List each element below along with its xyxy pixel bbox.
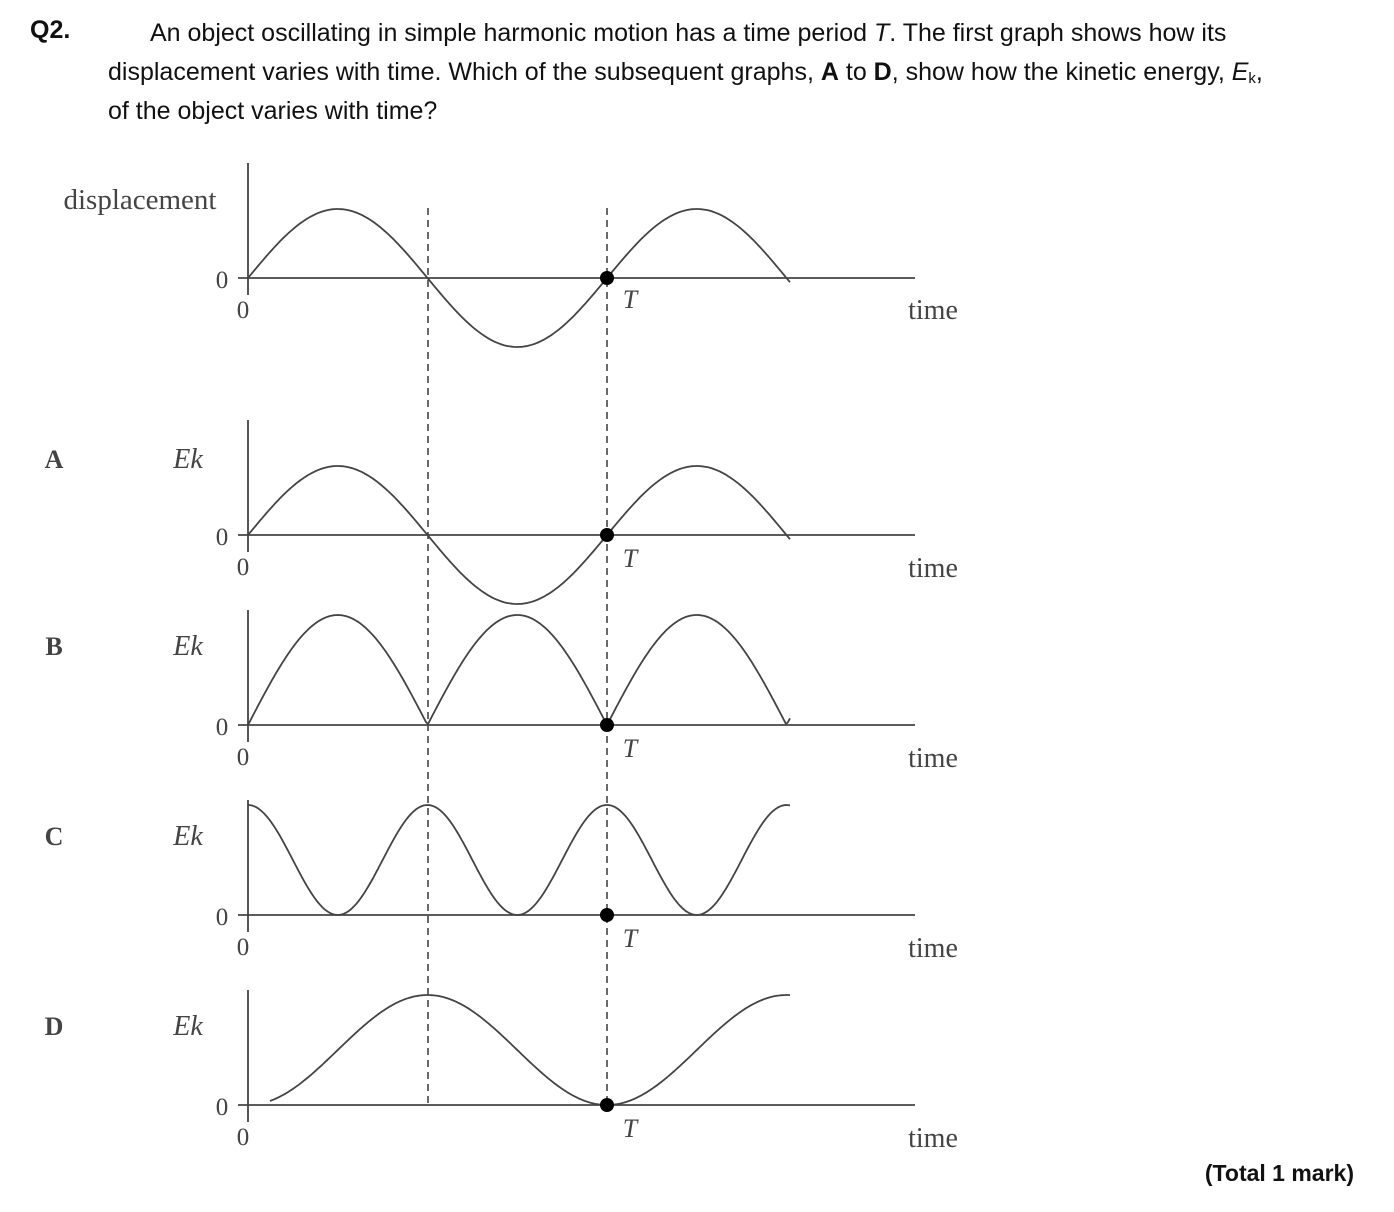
graph-C — [45, 800, 958, 964]
xlabel-C: time — [908, 933, 958, 964]
xlabel-A: time — [908, 553, 958, 584]
ylabel-D: Ek — [173, 1011, 203, 1042]
option-d-ref: D — [873, 58, 892, 86]
graph-B — [45, 610, 958, 774]
ylabel-A: Ek — [173, 444, 203, 475]
xlabel-D: time — [908, 1123, 958, 1150]
question-text: An object oscillating in simple harmonic motion has a time period T. The first graph shows how its displacement varies with time. Which of the subsequent graphs, A to D, show how the kinetic energy, $E_k$, of the object varies with time? — [108, 19, 1263, 125]
period-label-displacement: T — [622, 285, 638, 314]
origin-label-B: 0 — [236, 744, 250, 771]
graph-A — [45, 420, 958, 604]
period-label-C: T — [622, 924, 638, 953]
period-marker-displacement — [600, 271, 614, 285]
zero-label-B: 0 — [215, 714, 229, 741]
curve-B — [248, 615, 790, 725]
period-label-A: T — [622, 544, 638, 573]
origin-label-displacement: 0 — [236, 297, 250, 324]
total-marks: (Total 1 mark) — [1204, 1160, 1354, 1186]
curve-C — [248, 805, 790, 915]
zero-label-C: 0 — [215, 904, 229, 931]
option-a-ref: A — [820, 58, 839, 86]
ylabel-C: Ek — [173, 821, 203, 852]
zero-label-D: 0 — [215, 1094, 229, 1121]
origin-label-D: 0 — [236, 1124, 250, 1150]
period-symbol: T — [873, 19, 890, 47]
graph-D — [45, 990, 958, 1150]
question-number: Q2. — [30, 16, 71, 44]
origin-label-C: 0 — [236, 934, 250, 961]
option-label-C: C — [44, 822, 64, 851]
graphs-diagram — [0, 140, 1394, 1150]
ylabel-B: Ek — [173, 631, 203, 662]
origin-label-A: 0 — [236, 554, 250, 581]
period-marker-A — [600, 528, 614, 542]
option-label-A: A — [44, 445, 64, 474]
graph-displacement — [63, 163, 957, 347]
zero-label-A: 0 — [215, 524, 229, 551]
xlabel-displacement: time — [908, 295, 958, 326]
period-marker-D — [600, 1098, 614, 1112]
zero-label-displacement: 0 — [215, 267, 229, 294]
option-label-B: B — [45, 632, 63, 661]
period-label-B: T — [622, 734, 638, 763]
energy-symbol: E — [1231, 58, 1249, 86]
xlabel-B: time — [908, 743, 958, 774]
period-marker-B — [600, 718, 614, 732]
curve-D — [270, 995, 790, 1105]
ylabel-displacement: displacement — [63, 184, 217, 216]
period-marker-C — [600, 908, 614, 922]
option-label-D: D — [44, 1012, 64, 1041]
period-label-D: T — [622, 1114, 638, 1143]
